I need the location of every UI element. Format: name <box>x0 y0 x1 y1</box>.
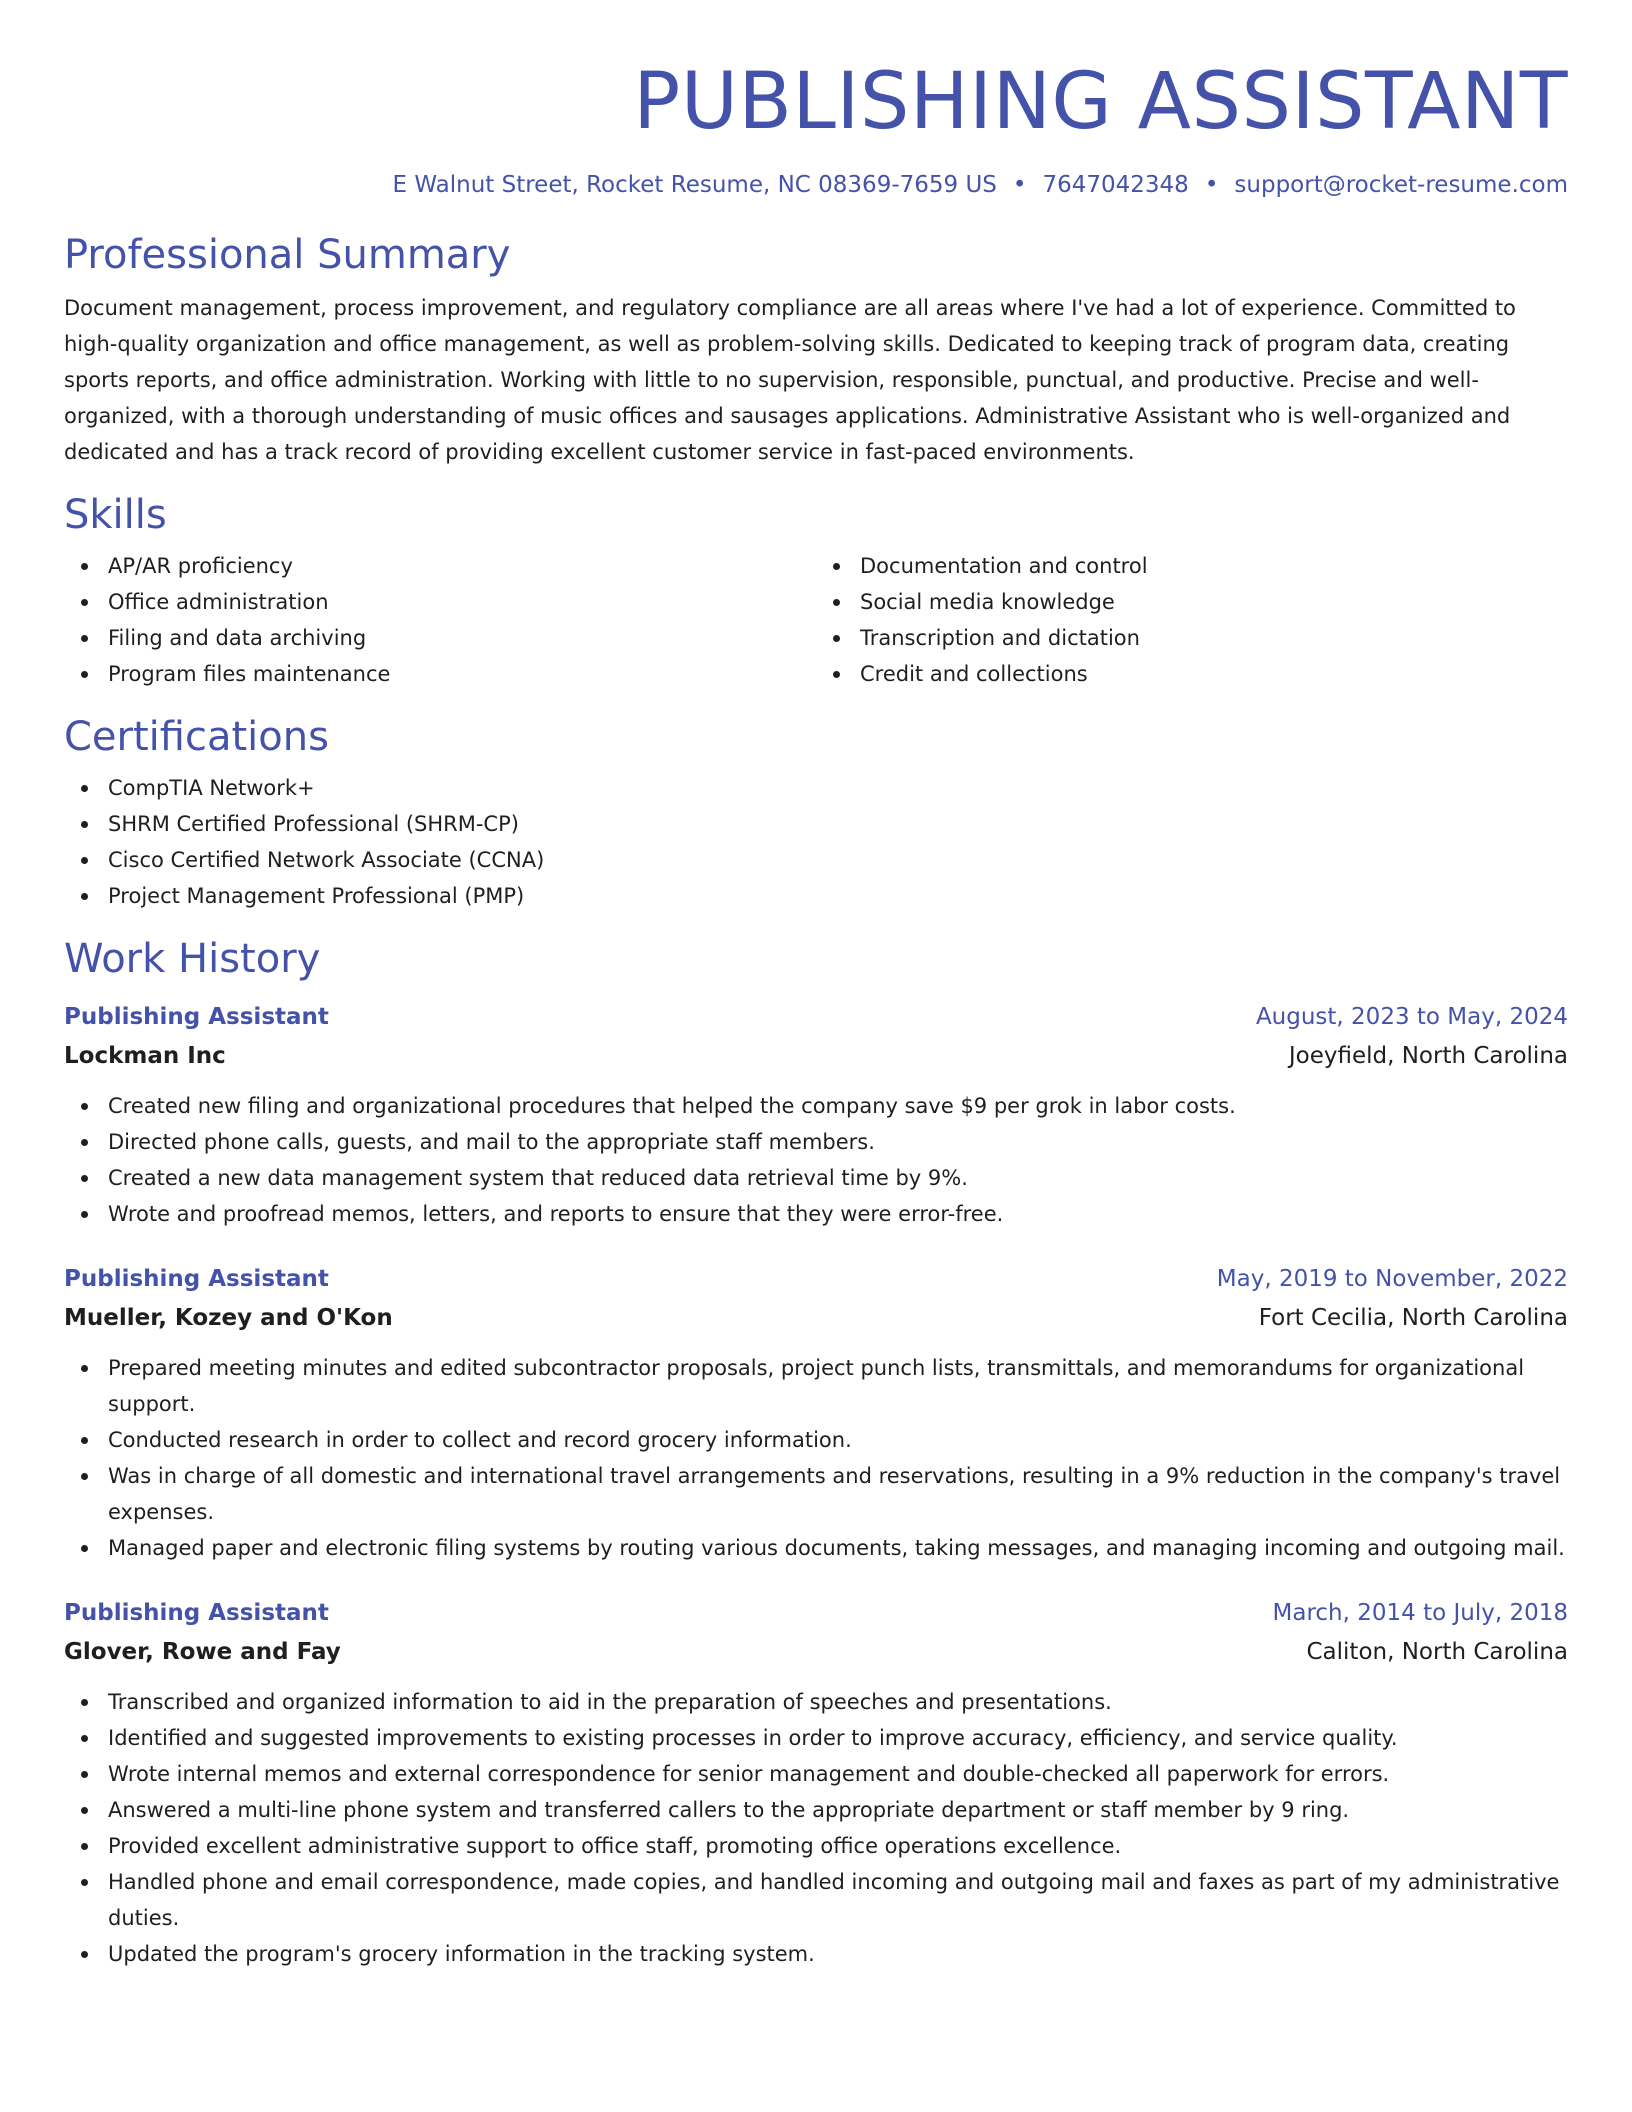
job-title: Publishing Assistant <box>64 1600 329 1626</box>
job-bullet: Created a new data management system that reduced data retrieval time by 9%. <box>108 1160 1568 1196</box>
job-location: Caliton, North Carolina <box>1306 1639 1568 1665</box>
summary-text: Document management, process improvement, and regulatory compliance are all areas where I've had a lot of experience. Committed to high-quality organization and office management, as well as problem-solving skills. Dedicated to keeping track of program data, creating sports reports, and office administration. Working with little to no supervision, responsible, punctual, and productive. Precise and well-organized, with a thorough understanding of music offices and sausages applications. Administrative Assistant who is well-organized and dedicated and has a track record of providing excellent customer service in fast-paced environments. <box>64 296 1516 464</box>
job-company-row <box>64 1632 1568 1672</box>
skills-grid <box>64 548 1568 692</box>
job-dates: May, 2019 to November, 2022 <box>1216 1266 1568 1292</box>
skill-item: AP/AR proficiency <box>108 548 816 584</box>
contact-separator: • <box>1204 172 1219 198</box>
job-bullet: Directed phone calls, guests, and mail to the appropriate staff members. <box>108 1124 1568 1160</box>
contact-email: support@rocket-resume.com <box>1234 172 1568 198</box>
job-bullet: Handled phone and email correspondence, made copies, and handled incoming and outgoing mail and faxes as part of my administrative duties. <box>108 1864 1568 1936</box>
skill-item: Transcription and dictation <box>860 620 1568 656</box>
summary-heading: Professional Summary <box>64 232 511 278</box>
skill-item: Social media knowledge <box>860 584 1568 620</box>
job-title: Publishing Assistant <box>64 1266 329 1292</box>
skills-column-left <box>64 548 816 692</box>
job-bullet: Identified and suggested improvements to existing processes in order to improve accuracy, efficiency, and service quality. <box>108 1720 1568 1756</box>
resume-header <box>64 52 1568 200</box>
job-entry <box>64 998 1568 1232</box>
job-bullets <box>64 1088 1568 1232</box>
job-bullets <box>64 1350 1568 1566</box>
job-title: Publishing Assistant <box>64 1004 329 1030</box>
job-location: Joeyfield, North Carolina <box>1288 1043 1568 1069</box>
job-bullet: Answered a multi-line phone system and transferred callers to the appropriate department or staff member by 9 ring. <box>108 1792 1568 1828</box>
job-dates: August, 2023 to May, 2024 <box>1255 1004 1568 1030</box>
job-location: Fort Cecilia, North Carolina <box>1258 1305 1568 1331</box>
job-bullet: Prepared meeting minutes and edited subcontractor proposals, project punch lists, transmittals, and memorandums for organizational support. <box>108 1350 1568 1422</box>
skill-item: Office administration <box>108 584 816 620</box>
skill-item: Documentation and control <box>860 548 1568 584</box>
job-bullet: Transcribed and organized information to aid in the preparation of speeches and presentations. <box>108 1684 1568 1720</box>
job-bullet: Created new filing and organizational procedures that helped the company save $9 per grok in labor costs. <box>108 1088 1568 1124</box>
work-history-section <box>64 934 1568 1972</box>
job-company: Glover, Rowe and Fay <box>64 1639 341 1665</box>
job-company: Mueller, Kozey and O'Kon <box>64 1305 393 1331</box>
job-bullet: Provided excellent administrative support to office staff, promoting office operations excellence. <box>108 1828 1568 1864</box>
contact-separator: • <box>1012 172 1027 198</box>
certification-item: SHRM Certified Professional (SHRM-CP) <box>108 806 1568 842</box>
job-company: Lockman Inc <box>64 1043 226 1069</box>
certifications-section <box>64 712 1568 914</box>
job-bullet: Wrote internal memos and external correspondence for senior management and double-checked all paperwork for errors. <box>108 1756 1568 1792</box>
job-bullets <box>64 1684 1568 1972</box>
job-title-row <box>64 998 1568 1036</box>
certification-item: CompTIA Network+ <box>108 770 1568 806</box>
certification-item: Cisco Certified Network Associate (CCNA) <box>108 842 1568 878</box>
skill-item: Filing and data archiving <box>108 620 816 656</box>
skill-item: Program files maintenance <box>108 656 816 692</box>
job-bullet: Updated the program's grocery information in the tracking system. <box>108 1936 1568 1972</box>
summary-section <box>64 230 1568 470</box>
candidate-name: PUBLISHING ASSISTANT <box>633 57 1568 147</box>
job-title-row <box>64 1594 1568 1632</box>
certifications-list <box>64 770 1568 914</box>
job-dates: March, 2014 to July, 2018 <box>1272 1600 1568 1626</box>
job-company-row <box>64 1298 1568 1338</box>
job-title-row <box>64 1260 1568 1298</box>
work-history-heading: Work History <box>64 936 321 982</box>
job-bullet: Was in charge of all domestic and international travel arrangements and reservations, resulting in a 9% reduction in the company's travel expenses. <box>108 1458 1568 1530</box>
skill-item: Credit and collections <box>860 656 1568 692</box>
skills-column-right <box>816 548 1568 692</box>
job-bullet: Managed paper and electronic filing systems by routing various documents, taking messages, and managing incoming and outgoing mail. <box>108 1530 1568 1566</box>
certification-item: Project Management Professional (PMP) <box>108 878 1568 914</box>
job-bullet: Wrote and proofread memos, letters, and reports to ensure that they were error-free. <box>108 1196 1568 1232</box>
job-entry <box>64 1594 1568 1972</box>
contact-line <box>64 170 1568 200</box>
skills-section <box>64 490 1568 692</box>
job-bullet: Conducted research in order to collect and record grocery information. <box>108 1422 1568 1458</box>
contact-address: E Walnut Street, Rocket Resume, NC 08369-7659 US <box>392 172 997 198</box>
certifications-heading: Certifications <box>64 714 329 760</box>
contact-phone: 7647042348 <box>1042 172 1189 198</box>
skills-heading: Skills <box>64 492 167 538</box>
job-company-row <box>64 1036 1568 1076</box>
job-entry <box>64 1260 1568 1566</box>
